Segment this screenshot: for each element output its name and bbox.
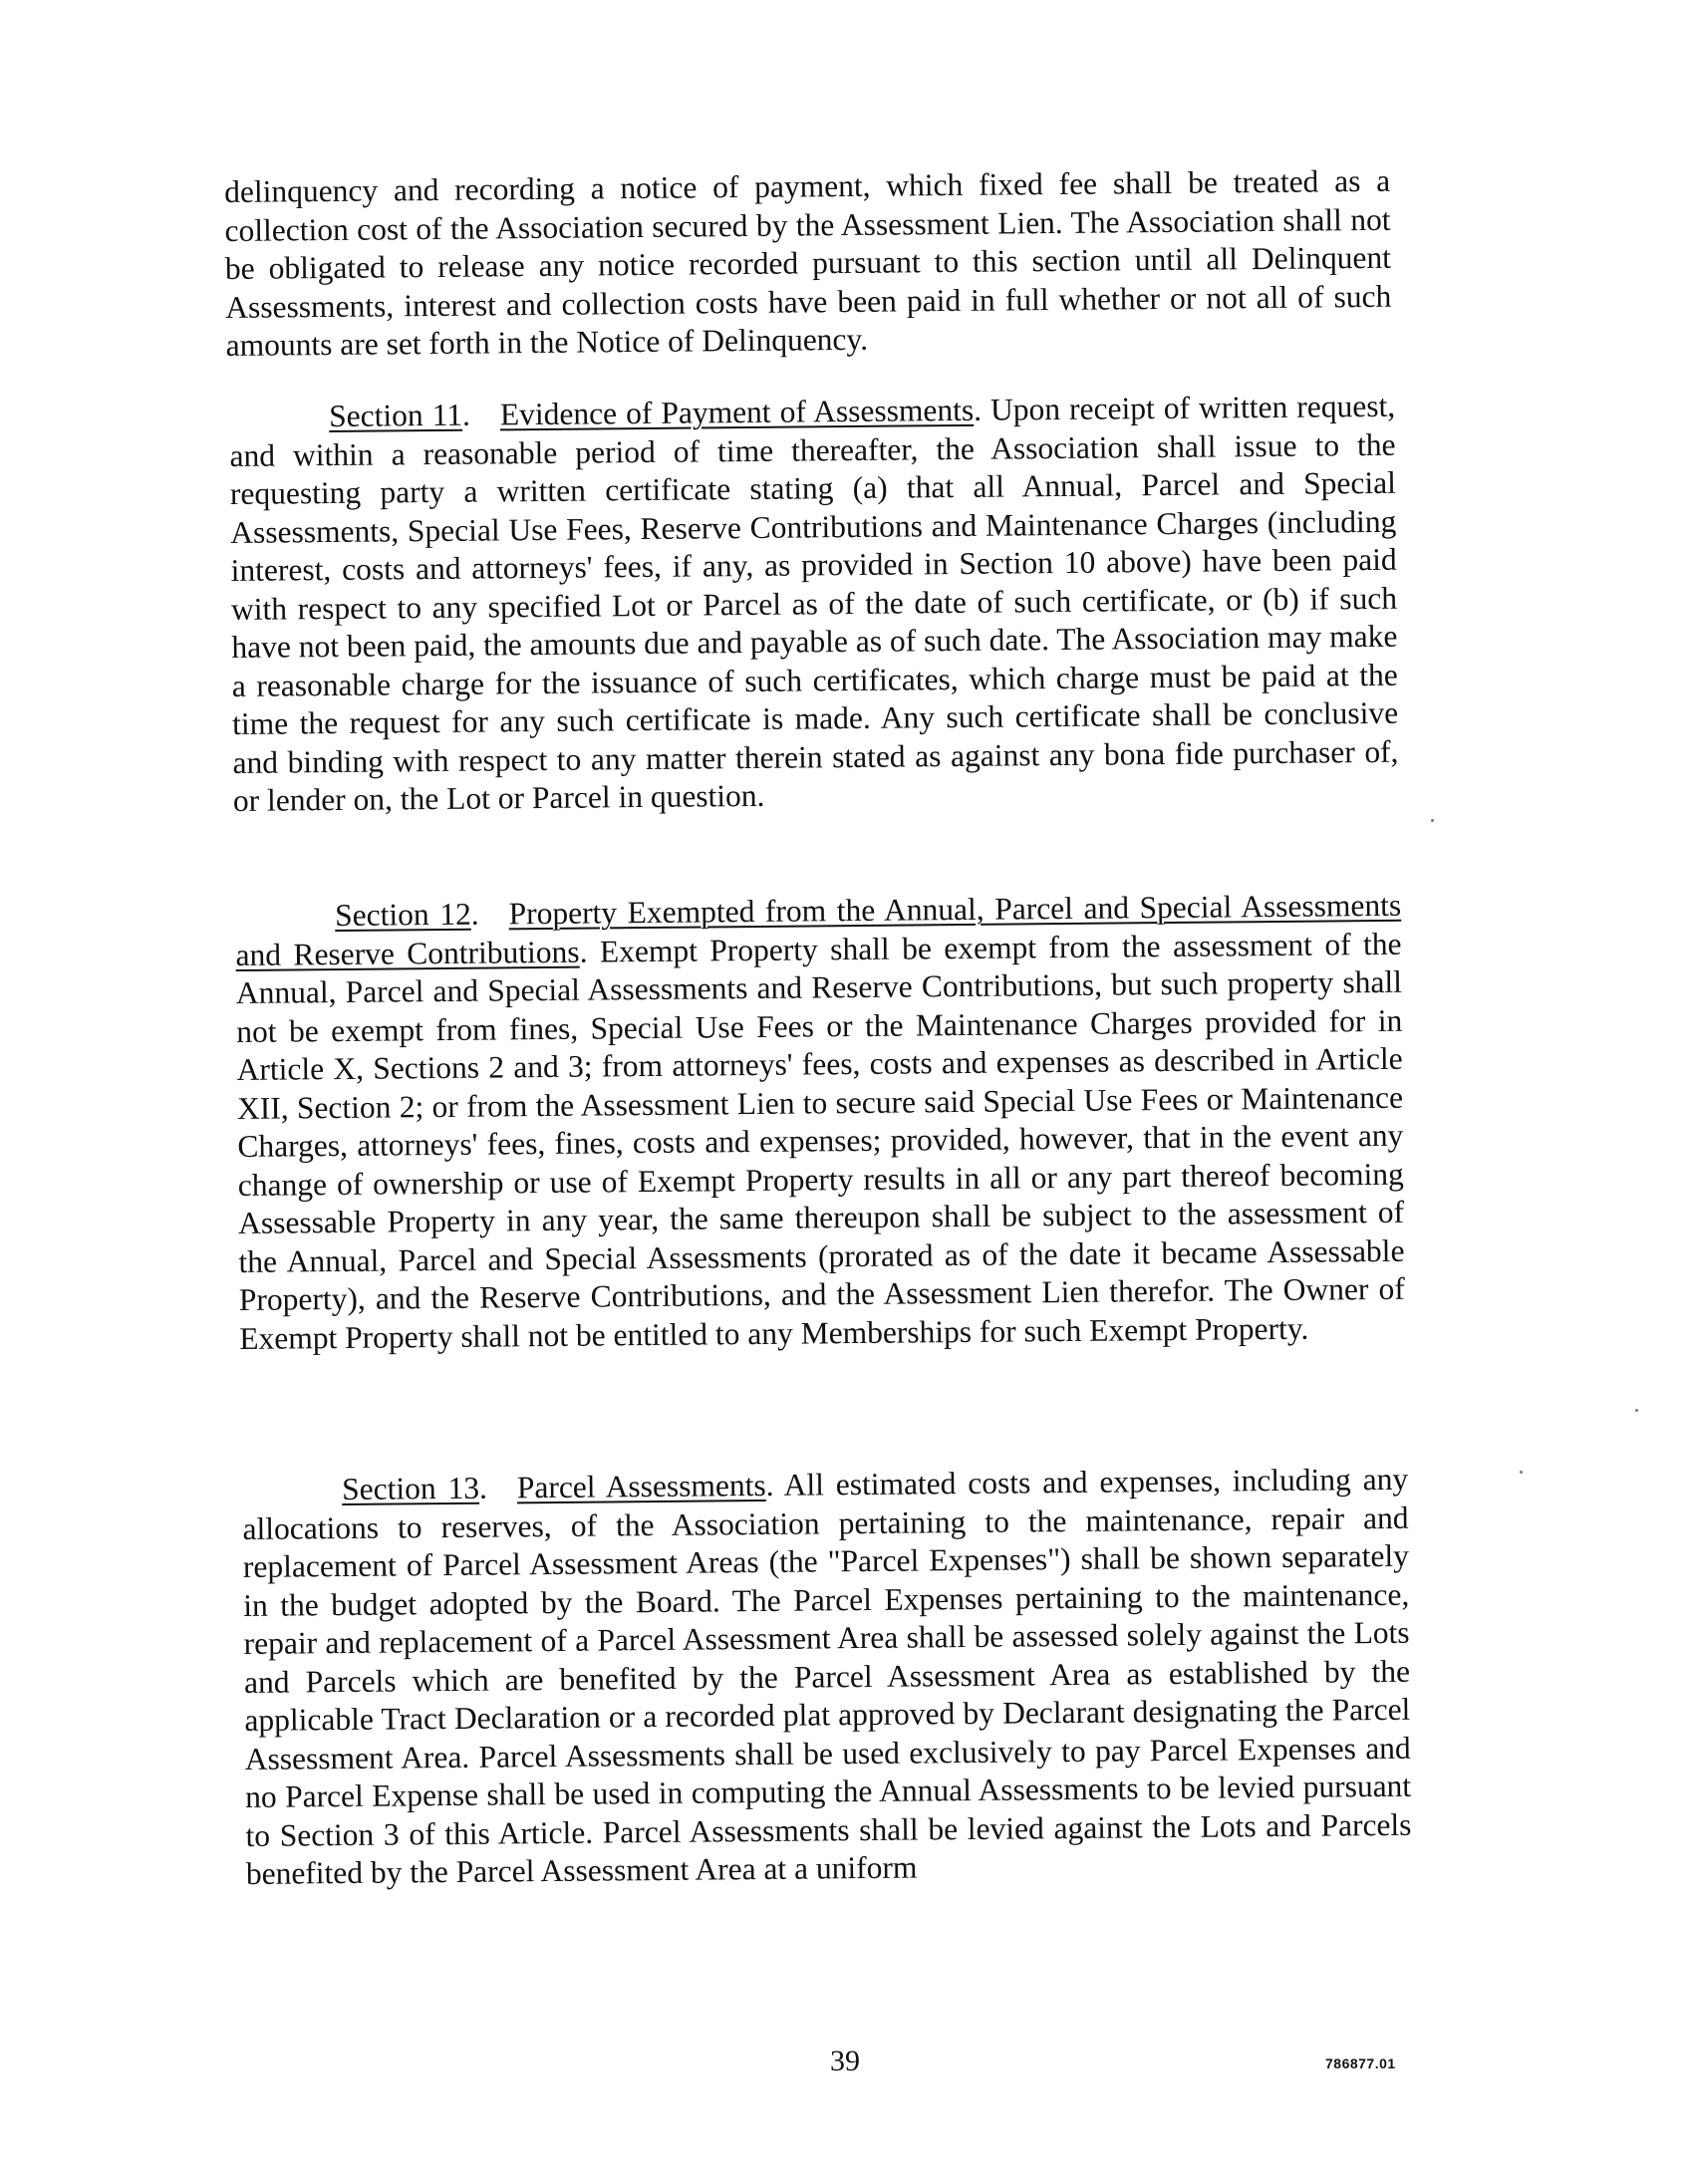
section-11-number: Section 11 <box>329 397 463 434</box>
section-12-title: Property Exempted from the Annual, Parcel and Special Assessments and Reserve Contributions <box>235 887 1402 972</box>
section-13-body: All estimated costs and expenses, including any allocations to reserves, of the Association pertaining to the maintenance, repair and replacement of Parcel Assessment Areas (the "Parcel Expenses") shall be shown separately in the budget adopted by the Board. The Parcel Expenses pertaining to the maintenance, repair and replacement of a Parcel Assessment Area shall be assessed solely against the Lots and Parcels which are benefited by the Parcel Assessment Area as established by the applicable Tract Declaration or a recorded plat approved by Declarant designating the Parcel Assessment Area. Parcel Assessments shall be used exclusively to pay Parcel Expenses and no Parcel Expense shall be used in computing the Annual Assessments to be levied pursuant to Section 3 of this Article. Parcel Assessments shall be levied against the Lots and Parcels benefited by the Parcel Assessment Area at a uniform <box>242 1461 1412 1891</box>
section-12-body: Exempt Property shall be exempt from the assessment of the Annual, Parcel and Special Assessments and Reserve Contributions, but such property shall not be exempt from fines, Special Use Fees or the Maintenance Charges provided for in Article X, Sections 2 and 3; from attorneys' fees, costs and expenses as described in Article XII, Section 2; or from the Assessment Lien to secure said Special Use Fees or Maintenance Charges, attorneys' fees, fines, costs and expenses; provided, however, that in the event any change of ownership or use of Exempt Property results in all or any part thereof becoming Assessable Property in any year, the same thereupon shall be subject to the assessment of the Annual, Parcel and Special Assessments (prorated as of the date it became Assessable Property), and the Reserve Contributions, and the Assessment Lien therefor. The Owner of Exempt Property shall not be entitled to any Memberships for such Exempt Property. <box>235 926 1405 1356</box>
scan-speck <box>1520 1471 1523 1474</box>
section-11-body: Upon receipt of written request, and within a reasonable period of time thereafter, the Association shall issue to the requesting party a written certificate stating (a) that all Annual, Parcel and Special Assessments, Special Use Fees, Reserve Contributions and Maintenance Charges (including interest, costs and attorneys' fees, if any, as provided in Section 10 above) have been paid with respect to any specified Lot or Parcel as of the date of such certificate, or (b) if such have not been paid, the amounts due and payable as of such date. The Association may make a reasonable charge for the issuance of such certificates, which charge must be paid at the time the request for any such certificate is made. Any such certificate shall be conclusive and binding with respect to any matter therein stated as against any bona fide purchaser of, or lender on, the Lot or Parcel in question. <box>229 388 1399 818</box>
section-11-title: Evidence of Payment of Assessments <box>499 392 975 432</box>
document-number: 786877.01 <box>1325 2055 1396 2071</box>
scan-speck <box>1431 819 1434 822</box>
section-12: Section 12. Property Exempted from the Annual, Parcel and Special Assessments and Reserve Contributions. Exempt Property shall be exempt from the assessment of the Annual, Parcel and Special Assessments and Reserve Contributions, but such property shall not be exempt from fines, Special Use Fees or the Maintenance Charges provided for in Article X, Sections 2 and 3; from attorneys' fees, costs and expenses as described in Article XII, Section 2; or from the Assessment Lien to secure said Special Use Fees or Maintenance Charges, attorneys' fees, fines, costs and expenses; provided, however, that in the event any change of ownership or use of Exempt Property results in all or any part thereof becoming Assessable Property in any year, the same thereupon shall be subject to the assessment of the Annual, Parcel and Special Assessments (prorated as of the date it became Assessable Property), and the Reserve Contributions, and the Assessment Lien therefor. The Owner of Exempt Property shall not be entitled to any Memberships for such Exempt Property. <box>235 887 1405 1356</box>
scan-speck <box>1635 1409 1638 1412</box>
continuation-paragraph <box>224 162 1392 366</box>
section-13: Section 13. Parcel Assessments. All estimated costs and expenses, including any allocations to reserves, of the Association pertaining to the maintenance, repair and replacement of Parcel Assessment Areas (the "Parcel Expenses") shall be shown separately in the budget adopted by the Board. The Parcel Expenses pertaining to the maintenance, repair and replacement of a Parcel Assessment Area shall be assessed solely against the Lots and Parcels which are benefited by the Parcel Assessment Area as established by the applicable Tract Declaration or a recorded plat approved by Declarant designating the Parcel Assessment Area. Parcel Assessments shall be used exclusively to pay Parcel Expenses and no Parcel Expense shall be used in computing the Annual Assessments to be levied pursuant to Section 3 of this Article. Parcel Assessments shall be levied against the Lots and Parcels benefited by the Parcel Assessment Area at a uniform <box>242 1461 1412 1891</box>
page-number: 39 <box>830 2045 860 2077</box>
section-13-title: Parcel Assessments <box>516 1467 766 1505</box>
section-12-number: Section 12 <box>335 896 471 934</box>
section-13-number: Section 13 <box>342 1470 480 1507</box>
section-11: Section 11. Evidence of Payment of Assessments. Upon receipt of written request, and within a reasonable period of time thereafter, the Association shall issue to the requesting party a written certificate stating (a) that all Annual, Parcel and Special Assessments, Special Use Fees, Reserve Contributions and Maintenance Charges (including interest, costs and attorneys' fees, if any, as provided in Section 10 above) have been paid with respect to any specified Lot or Parcel as of the date of such certificate, or (b) if such have not been paid, the amounts due and payable as of such date. The Association may make a reasonable charge for the issuance of such certificates, which charge must be paid at the time the request for any such certificate is made. Any such certificate shall be conclusive and binding with respect to any matter therein stated as against any bona fide purchaser of, or lender on, the Lot or Parcel in question. <box>229 388 1399 818</box>
continuation-text: delinquency and recording a notice of payment, which fixed fee shall be treated as a collection cost of the Association secured by the Assessment Lien. The Association shall not be obligated to release any notice recorded pursuant to this section until all Delinquent Assessments, interest and collection costs have been paid in full whether or not all of such amounts are set forth in the Notice of Delinquency. <box>224 162 1392 363</box>
